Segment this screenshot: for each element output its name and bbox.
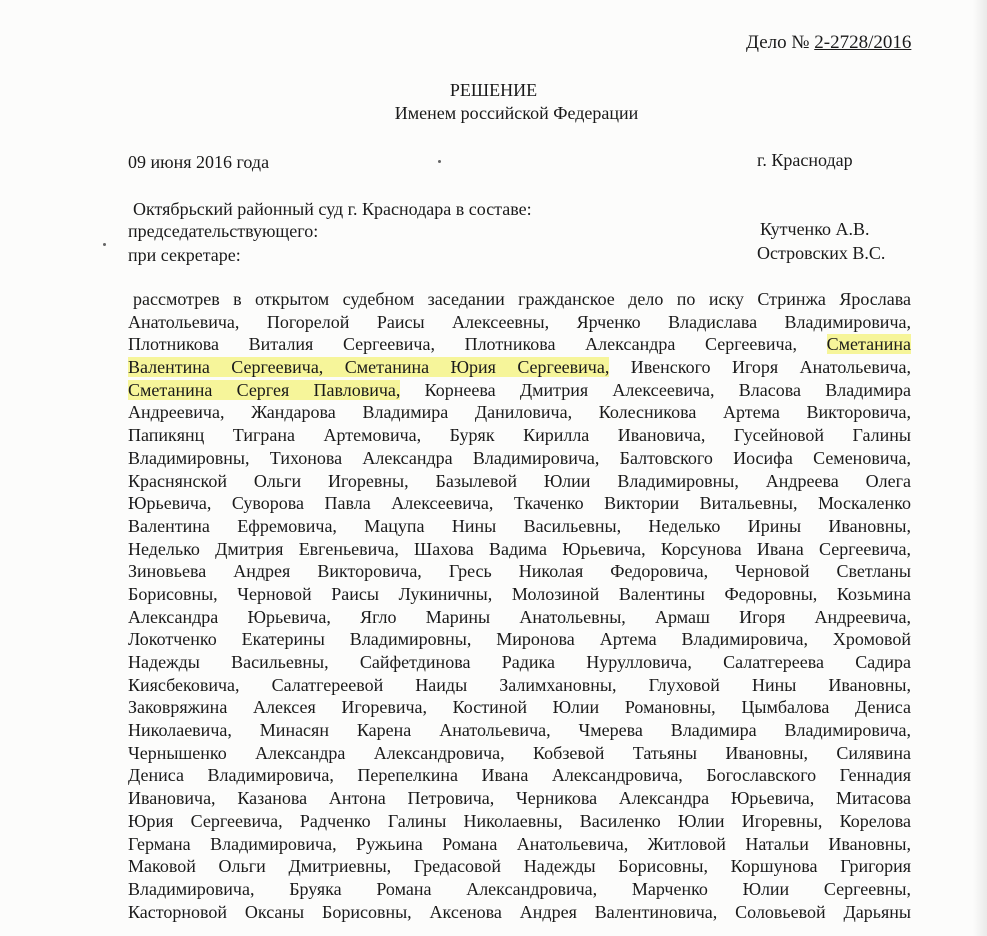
presiding-judge-label: председательствующего: bbox=[128, 221, 319, 241]
document-subtitle: Именем российской Федерации bbox=[394, 103, 639, 123]
body-line: Чернышенко Александра Александровича, Кобзевой Татьяны Ивановны, Силявина bbox=[128, 742, 911, 763]
body-line: Юрьевича, Суворова Павла Алексеевича, Ткаченко Виктории Витальевны, Москаленко bbox=[128, 493, 911, 514]
decision-date: 09 июня 2016 года bbox=[128, 152, 270, 172]
body-line bbox=[128, 379, 911, 402]
body-line: Касторновой Оксаны Борисовны, Аксенова Андрея Валентиновича, Соловьевой Дарьяны bbox=[128, 901, 911, 922]
decision-body bbox=[128, 288, 911, 923]
case-number-label: Дело № bbox=[746, 32, 815, 53]
body-line: Николаевича, Минасян Карена Анатольевича, Чмерева Владимира Владимировича, bbox=[128, 720, 911, 741]
case-number: 2-2728/2016 bbox=[814, 32, 912, 53]
scan-speck bbox=[103, 243, 106, 246]
body-line: Владимировны, Тихонова Александра Владимировича, Балтовского Иосифа Семеновича, bbox=[128, 447, 911, 468]
body-line: рассмотрев в открытом судебном заседании гражданское дело по иску Стринжа Ярослава bbox=[133, 289, 911, 309]
scan-edge-shadow bbox=[973, 0, 987, 936]
body-line: Заковряжина Алексея Игоревича, Костиной Юлии Романовны, Цымбалова Дениса bbox=[128, 697, 911, 718]
body-line: Папикянц Тиграна Артемовича, Буряк Кирилла Ивановича, Гусейновой Галины bbox=[128, 425, 911, 446]
body-line: Анатольевича, Погорелой Раисы Алексеевны, Ярченко Владислава Владимировича, bbox=[128, 311, 911, 332]
body-line: Владимировича, Бруяка Романа Александровича, Марченко Юлии Сергеевны, bbox=[128, 878, 911, 899]
court-composition: Октябрьский районный суд г. Краснодара в составе: bbox=[133, 199, 532, 219]
body-line: Дениса Владимировича, Перепелкина Ивана Александровича, Богославского Геннадия bbox=[128, 765, 911, 786]
body-line: Надежды Васильевны, Сайфетдинова Радика Нурулловича, Салатгереева Садира bbox=[128, 652, 911, 672]
body-line: Александра Юрьевича, Ягло Марины Анатольевны, Армаш Игоря Андреевича, bbox=[128, 606, 911, 627]
body-line: Валентина Ефремовича, Мацупа Нины Васильевны, Неделько Ирины Ивановны, bbox=[128, 515, 911, 536]
body-line bbox=[128, 333, 911, 356]
body-line: Андреевича, Жандарова Владимира Даниловича, Колесникова Артема Викторовича, bbox=[128, 402, 911, 423]
secretary-label: при секретаре: bbox=[128, 245, 241, 265]
body-text-segment: Корнеева Дмитрия Алексеевича, Власова Владимира bbox=[400, 379, 911, 400]
document-title: РЕШЕНИЕ bbox=[449, 80, 538, 100]
body-line: Киясбековича, Салатгереевой Наиды Залимхановны, Глуховой Нины Ивановны, bbox=[128, 674, 911, 695]
body-line: Зиновьева Андрея Викторовича, Гресь Николая Федоровича, Черновой Светланы bbox=[128, 561, 911, 582]
presiding-judge-name: Кутченко А.В. bbox=[760, 219, 870, 239]
highlighted-name: Сметанина bbox=[826, 334, 911, 355]
body-line: Маковой Ольги Дмитриевны, Гредасовой Надежды Борисовны, Коршунова Григория bbox=[128, 856, 911, 877]
body-line bbox=[128, 356, 911, 379]
body-line: Юрия Сергеевича, Радченко Галины Николаевны, Василенко Юлии Игоревны, Корелова bbox=[128, 810, 911, 831]
highlighted-name: Валентина Сергеевича, Сметанина Юрия Сергеевича, bbox=[128, 357, 610, 378]
body-line: Ивановича, Казанова Антона Петровича, Черникова Александра Юрьевича, Митасова bbox=[128, 788, 911, 809]
body-line: Неделько Дмитрия Евгеньевича, Шахова Вадима Юрьевича, Корсунова Ивана Сергеевича, bbox=[128, 538, 911, 559]
decision-city: г. Краснодар bbox=[757, 150, 853, 170]
body-line: Краснянской Ольги Игоревны, Базылевой Юлии Владимировны, Андреева Олега bbox=[128, 470, 911, 491]
secretary-name: Островских В.С. bbox=[757, 243, 886, 263]
body-text-segment: Плотникова Виталия Сергеевича, Плотникова Александра Сергеевича, bbox=[128, 334, 827, 355]
body-text-segment: Ивенского Игоря Анатольевича, bbox=[609, 357, 912, 378]
highlighted-name: Сметанина Сергея Павловича, bbox=[128, 379, 401, 400]
scan-speck bbox=[438, 160, 441, 163]
body-line: Борисовны, Черновой Раисы Лукиничны, Молозиной Валентины Федоровны, Козьмина bbox=[128, 583, 911, 604]
body-line: Локотченко Екатерины Владимировны, Миронова Артема Владимировича, Хромовой bbox=[128, 629, 911, 650]
body-line: Германа Владимировича, Ружьина Романа Анатольевича, Житловой Натальи Ивановны, bbox=[128, 833, 911, 854]
case-number-header bbox=[746, 32, 911, 54]
